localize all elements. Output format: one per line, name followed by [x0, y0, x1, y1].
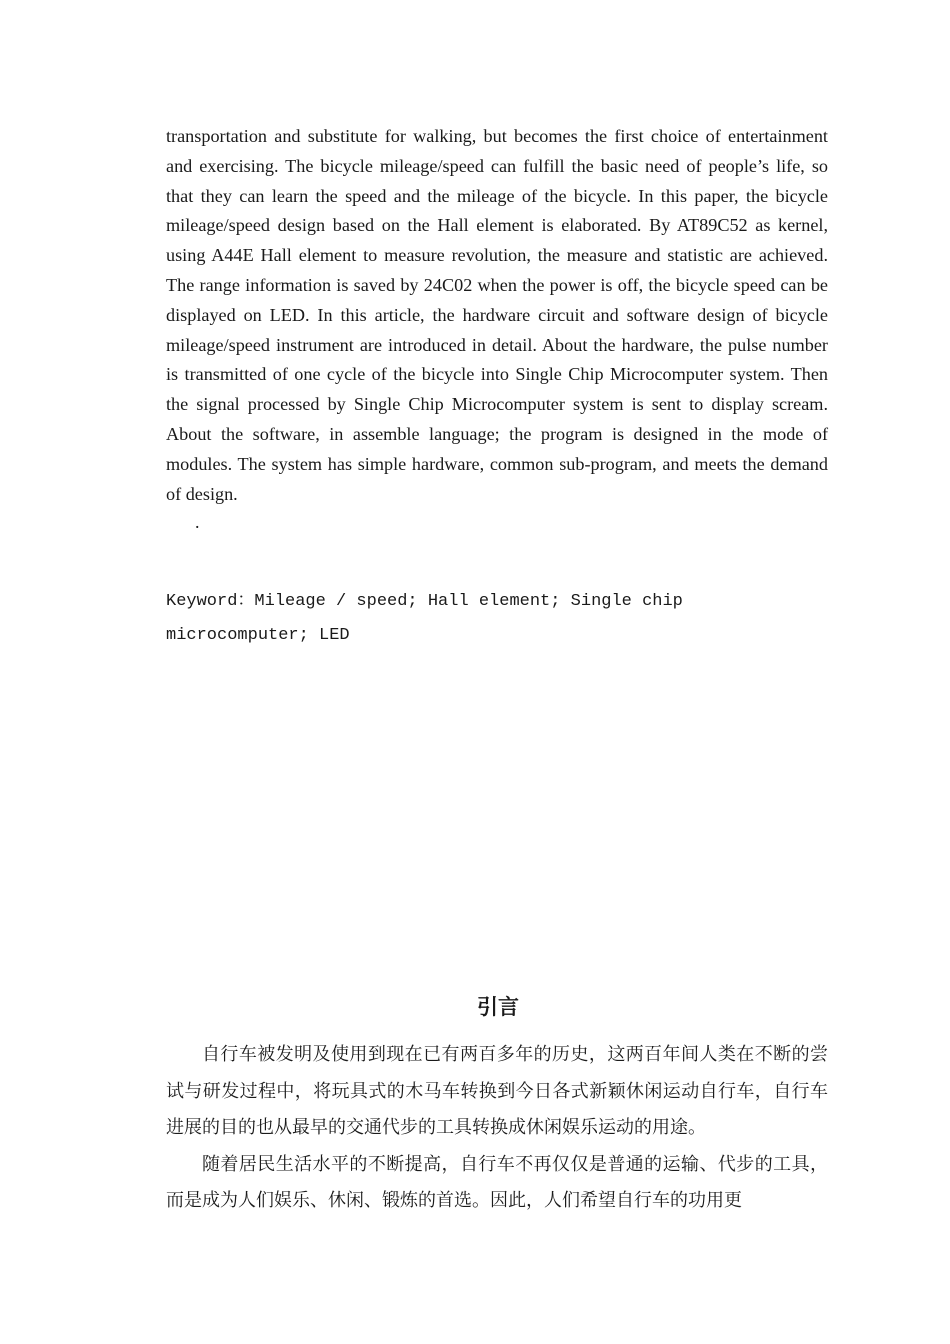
abstract-paragraph: transportation and substitute for walking, but becomes the first choice of entertainment and exercising. The bicycle mileage/speed can fulfill the basic need of people’s life, so that they can learn the speed and the mileage of the bicycle. In this paper, the bicycle mileage/speed design based on the Hall element is elaborated. By AT89C52 as kernel, using A44E Hall element to measure revolution, the measure and statistic are achieved. The range information is saved by 24C02 when the power is off, the bicycle speed can be displayed on LED. In this article, the hardware circuit and software design of bicycle mileage/speed instrument are introduced in detail. About the hardware, the pulse number is transmitted of one cycle of the bicycle into Single Chip Microcomputer system. Then the signal processed by Single Chip Microcomputer system is sent to display scream. About the software, in assemble language; the program is designed in the mode of modules. The system has simple hardware, common sub-program, and meets the demand of design. — [166, 126, 828, 504]
trailing-mark: . — [195, 512, 200, 532]
introduction-paragraph-2: 随着居民生活水平的不断提高，自行车不再仅仅是普通的运输、代步的工具，而是成为人们娱乐、休闲、锻炼的首选。因此，人们希望自行车的功用更 — [166, 1153, 828, 1212]
introduction-paragraph-1: 自行车被发明及使用到现在已有两百多年的历史，这两百年间人类在不断的尝试与研发过程中，将玩具式的木马车转换到今日各式新颖休闲运动自行车，自行车进展的目的也从最早的交通代步的工具转换成休闲娱乐运动的用途。 — [166, 1044, 828, 1139]
keywords-line: Keyword：Mileage / speed; Hall element; Single chip microcomputer; LED — [166, 592, 683, 645]
section-title-introduction: 引言 — [477, 995, 519, 1019]
introduction-body — [166, 1037, 828, 1220]
